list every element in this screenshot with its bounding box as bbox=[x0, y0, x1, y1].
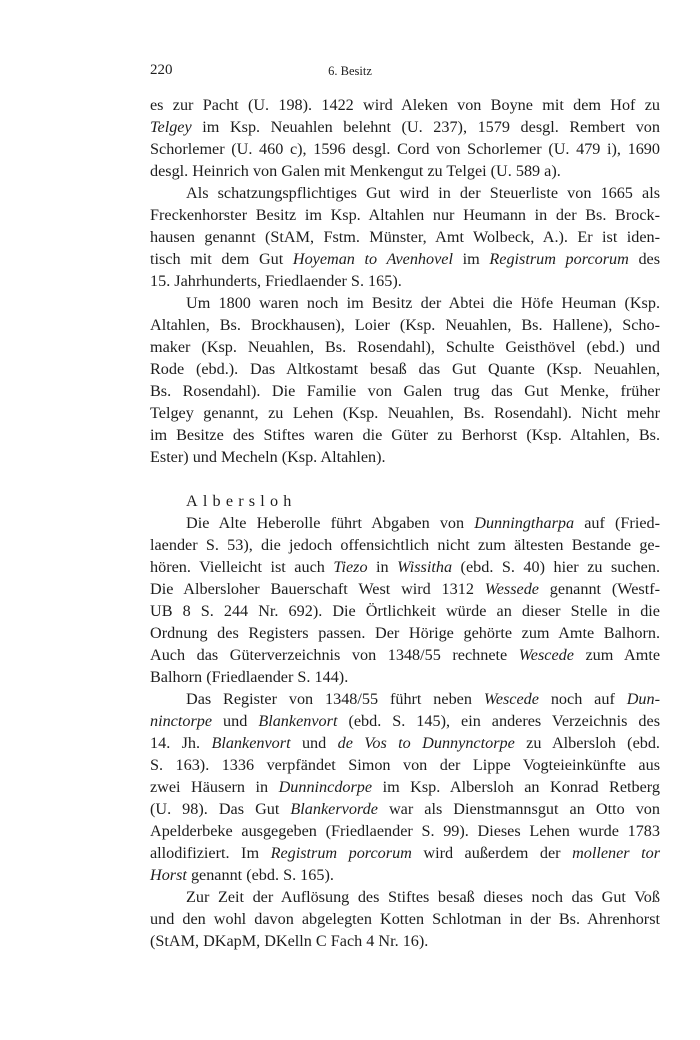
text-line bbox=[150, 226, 660, 248]
text-run: Apelderbeke ausgegeben (Friedlaender S. 99). Dieses Lehen wurde 1783 bbox=[150, 822, 660, 840]
text-run: des bbox=[628, 250, 661, 268]
text-line bbox=[150, 908, 660, 930]
text-line bbox=[150, 292, 660, 314]
text-line bbox=[150, 644, 660, 666]
text-run: auf (Fried- bbox=[574, 514, 660, 532]
text-run: Die Albersloher Bauerschaft West wird 1312 bbox=[150, 580, 485, 598]
text-run: laender S. 53), die jedoch offensichtlich nicht zum ältesten Bestande ge- bbox=[150, 536, 660, 554]
text-run: Das Register von 1348/55 führt neben bbox=[186, 690, 484, 708]
paragraph bbox=[150, 182, 660, 292]
text-run: es zur Pacht (U. 198). 1422 wird Aleken von Boyne mit dem Hof zu bbox=[150, 96, 660, 114]
text-line bbox=[150, 248, 660, 270]
italic-term: Dunnincdorpe bbox=[278, 778, 373, 796]
page-number: 220 bbox=[150, 62, 173, 78]
italic-term: Wissitha bbox=[397, 558, 453, 576]
section-gap bbox=[150, 468, 660, 490]
text-run: zu Albersloh (ebd. bbox=[514, 734, 660, 752]
italic-term: Registrum porcorum bbox=[270, 844, 412, 862]
paragraph bbox=[150, 688, 660, 886]
text-run: Ester) und Mecheln (Ksp. Altahlen). bbox=[150, 448, 386, 466]
text-run: Schorlemer (U. 460 c), 1596 desgl. Cord von Schorlemer (U. 479 i), 1690 bbox=[150, 140, 660, 158]
text-run: (StAM, DKapM, DKelln C Fach 4 Nr. 16). bbox=[150, 932, 429, 950]
italic-term: Telgey bbox=[150, 118, 192, 136]
text-run: Freckenhorster Besitz im Ksp. Altahlen nur Heumann in der Bs. Brock- bbox=[150, 206, 660, 224]
italic-term: Wescede bbox=[483, 690, 539, 708]
italic-term: Horst bbox=[150, 866, 187, 884]
text-run: (ebd. S. 145), ein anderes Verzeichnis des bbox=[337, 712, 661, 730]
text-run: Als schatzungspflichtiges Gut wird in der Steuerliste von 1665 als bbox=[186, 184, 660, 202]
text-run: noch auf bbox=[538, 690, 627, 708]
text-line bbox=[150, 336, 660, 358]
text-run: im bbox=[453, 250, 490, 268]
text-line bbox=[150, 622, 660, 644]
text-line bbox=[150, 886, 660, 908]
text-line bbox=[150, 314, 660, 336]
text-line bbox=[150, 820, 660, 842]
paragraph bbox=[150, 292, 660, 468]
text-run: und den wohl davon abgelegten Kotten Schlotman in der Bs. Ahrenhorst bbox=[150, 910, 660, 928]
text-run: hören. Vielleicht ist auch bbox=[150, 558, 334, 576]
text-run: genannt (Westf- bbox=[539, 580, 660, 598]
text-line bbox=[150, 842, 660, 864]
text-line bbox=[150, 380, 660, 402]
text-run: Zur Zeit der Auflösung des Stiftes besaß dieses noch das Gut Voß bbox=[186, 888, 660, 906]
paragraph bbox=[150, 94, 660, 182]
text-line bbox=[150, 688, 660, 710]
text-line bbox=[150, 556, 660, 578]
text-line bbox=[150, 424, 660, 446]
section-heading: Albersloh bbox=[186, 492, 297, 510]
italic-term: Blankervorde bbox=[290, 800, 378, 818]
paragraph bbox=[150, 512, 660, 688]
running-head: 6. Besitz bbox=[328, 64, 372, 78]
text-line bbox=[150, 270, 660, 292]
text-line bbox=[150, 116, 660, 138]
text-run: tisch mit dem Gut bbox=[150, 250, 293, 268]
text-run: 14. Jh. bbox=[150, 734, 212, 752]
paragraph bbox=[150, 886, 660, 952]
text-line bbox=[150, 864, 660, 886]
text-run: Bs. Rosendahl). Die Familie von Galen trug das Gut Menke, früher bbox=[150, 382, 660, 400]
text-run: und bbox=[290, 734, 338, 752]
italic-term: Dunningtharpa bbox=[474, 514, 575, 532]
text-run: Rode (ebd.). Das Altkostamt besaß das Gut Quante (Ksp. Neuahlen, bbox=[150, 360, 660, 378]
text-run: genannt (ebd. S. 165). bbox=[186, 866, 334, 884]
italic-term: Registrum porcorum bbox=[489, 250, 629, 268]
text-run: maker (Ksp. Neuahlen, Bs. Rosendahl), Schulte Geisthövel (ebd.) und bbox=[150, 338, 660, 356]
text-run: Auch das Güterverzeichnis von 1348/55 rechnete bbox=[150, 646, 519, 664]
text-run: war als Dienstmannsgut an Otto von bbox=[377, 800, 660, 818]
text-line bbox=[150, 754, 660, 776]
text-run: zum Amte bbox=[573, 646, 660, 664]
text-run: Die Alte Heberolle führt Abgaben von bbox=[186, 514, 475, 532]
text-run: im Besitze des Stiftes waren die Güter zu Berhorst (Ksp. Altahlen, Bs. bbox=[150, 426, 660, 444]
text-line bbox=[150, 204, 660, 226]
italic-term: Wescede bbox=[518, 646, 574, 664]
text-run: Ordnung des Registers passen. Der Hörige gehörte zum Amte Balhorn. bbox=[150, 624, 660, 642]
text-run: desgl. Heinrich von Galen mit Menkengut zu Telgei (U. 589 a). bbox=[150, 162, 561, 180]
text-run: wird außerdem der bbox=[411, 844, 573, 862]
italic-term: Wessede bbox=[484, 580, 539, 598]
text-run: im Ksp. Albersloh an Konrad Retberg bbox=[372, 778, 660, 796]
text-run: Balhorn (Friedlaender S. 144). bbox=[150, 668, 349, 686]
text-run: und bbox=[212, 712, 259, 730]
text-run: allodifiziert. Im bbox=[150, 844, 271, 862]
text-run: S. 163). 1336 verpfändet Simon von der Lippe Vogteieinkünfte aus bbox=[150, 756, 660, 774]
text-line bbox=[150, 358, 660, 380]
text-run: hausen genannt (StAM, Fstm. Münster, Amt Wolbeck, A.). Er ist iden- bbox=[150, 228, 660, 246]
text-line bbox=[150, 160, 660, 182]
text-run: in bbox=[367, 558, 398, 576]
text-run: Um 1800 waren noch im Besitz der Abtei die Höfe Heuman (Ksp. bbox=[186, 294, 660, 312]
text-run: zwei Häusern in bbox=[150, 778, 279, 796]
italic-term: Dun- bbox=[626, 690, 661, 708]
text-run: im Ksp. Neuahlen belehnt (U. 237), 1579 desgl. Rembert von bbox=[191, 118, 660, 136]
text-line bbox=[150, 578, 660, 600]
text-run: Altahlen, Bs. Brockhausen), Loier (Ksp. Neuahlen, Bs. Hallene), Scho- bbox=[150, 316, 660, 334]
italic-term: Tiezo bbox=[333, 558, 368, 576]
text-line bbox=[150, 798, 660, 820]
text-line bbox=[150, 600, 660, 622]
text-line bbox=[150, 446, 660, 468]
text-line bbox=[150, 534, 660, 556]
text-run: UB 8 S. 244 Nr. 692). Die Örtlichkeit würde an dieser Stelle in die bbox=[150, 602, 660, 620]
italic-term: Blankenvort bbox=[258, 712, 338, 730]
text-run: (U. 98). Das Gut bbox=[150, 800, 291, 818]
text-line bbox=[150, 512, 660, 534]
italic-term: Blankenvort bbox=[211, 734, 291, 752]
text-line bbox=[150, 94, 660, 116]
text-line bbox=[150, 930, 660, 952]
text-line bbox=[150, 732, 660, 754]
italic-term: de Vos to Dunnynctorpe bbox=[337, 734, 515, 752]
body-text bbox=[150, 94, 660, 952]
text-line bbox=[150, 776, 660, 798]
text-run: Telgey genannt, zu Lehen (Ksp. Neuahlen, Bs. Rosendahl). Nicht mehr bbox=[150, 404, 660, 422]
italic-term: Hoyeman to Avenhovel bbox=[292, 250, 453, 268]
text-line bbox=[150, 138, 660, 160]
italic-term: mollener tor bbox=[572, 844, 661, 862]
text-run: 15. Jahrhunderts, Friedlaender S. 165). bbox=[150, 272, 402, 290]
text-line bbox=[150, 666, 660, 688]
text-line bbox=[150, 182, 660, 204]
text-line bbox=[150, 402, 660, 424]
text-line bbox=[150, 710, 660, 732]
italic-term: ninctorpe bbox=[150, 712, 213, 730]
text-run: (ebd. S. 40) hier zu suchen. bbox=[452, 558, 660, 576]
